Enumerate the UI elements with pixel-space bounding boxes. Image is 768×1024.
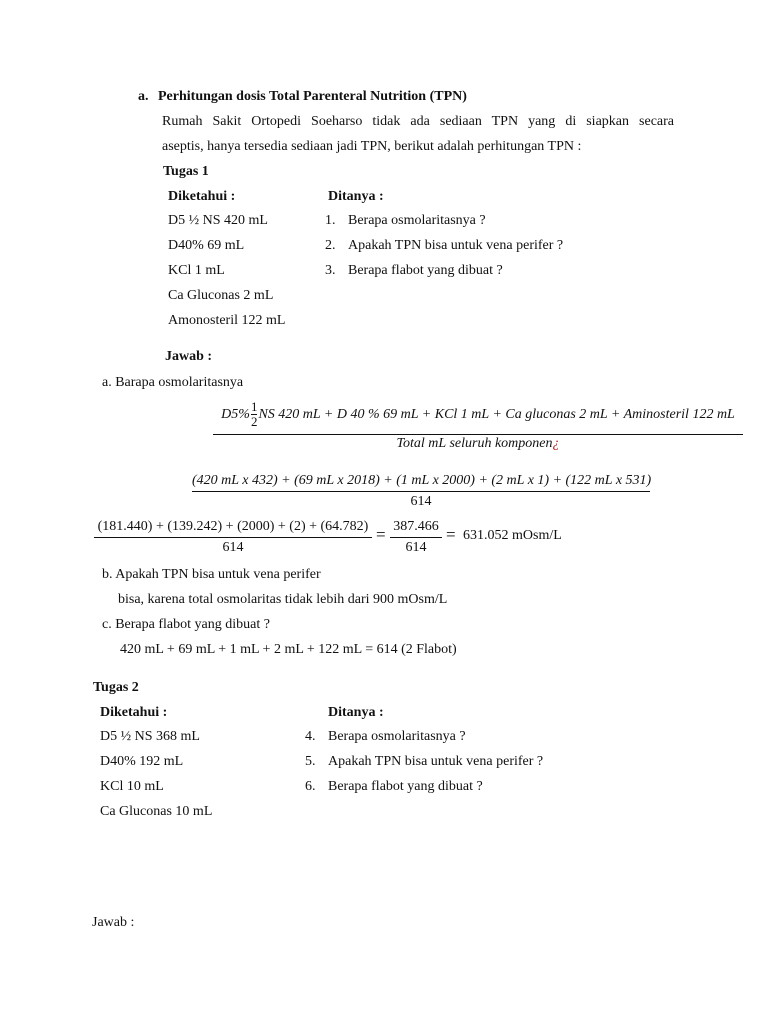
tugas-2-question: Apakah TPN bisa untuk vena perifer ? [328, 754, 544, 769]
step2-mid-denominator: 614 [405, 540, 427, 555]
answer-a-label: a. Barapa osmolaritasnya [102, 375, 244, 390]
tugas-2-known-item: D5 ½ NS 368 mL [100, 729, 200, 744]
step2-equals: = [446, 525, 456, 544]
tugas-1-question-num: 1. [325, 213, 336, 228]
tugas-2-question-num: 6. [305, 779, 316, 794]
tugas-1-diketahui-label: Diketahui : [168, 189, 236, 204]
formula-rest: NS 420 mL + D 40 % 69 mL + KCl 1 mL + Ca gluconas 2 mL + Aminosteril 122 mL [258, 407, 735, 422]
tugas-1-question: Berapa osmolaritasnya ? [348, 213, 486, 228]
tugas-2-title: Tugas 2 [93, 680, 139, 695]
step2-numerator: (181.440) + (139.242) + (2000) + (2) + (64.782) [97, 519, 369, 534]
tugas-1-known-item: D5 ½ NS 420 mL [168, 213, 268, 228]
tugas-1-known-item: Amonosteril 122 mL [168, 313, 286, 328]
section-heading: Perhitungan dosis Total Parenteral Nutrition (TPN) [158, 89, 467, 104]
formula-denominator-text: Total mL seluruh komponen [396, 436, 553, 451]
tugas-2-known-item: D40% 192 mL [100, 754, 184, 769]
answer-c-label: c. Berapa flabot yang dibuat ? [102, 617, 270, 632]
tugas-1-question-num: 3. [325, 263, 336, 278]
tugas-1-known-item: KCl 1 mL [168, 263, 225, 278]
answer-b-label: b. Apakah TPN bisa untuk vena perifer [102, 567, 321, 582]
answer-b-text: bisa, karena total osmolaritas tidak lebih dari 900 mOsm/L [118, 592, 448, 607]
tugas-2-question-num: 4. [305, 729, 316, 744]
answer-c-text: 420 mL + 69 mL + 1 mL + 2 mL + 122 mL = 614 (2 Flabot) [120, 642, 457, 657]
osmolarity-result: 631.052 mOsm/L [463, 528, 562, 543]
tugas-1-ditanya-label: Ditanya : [328, 189, 384, 204]
tugas-1-question: Apakah TPN bisa untuk vena perifer ? [348, 238, 564, 253]
tugas-2-question: Berapa flabot yang dibuat ? [328, 779, 483, 794]
step1-denominator: 614 [410, 494, 432, 509]
step2-mid-numerator: 387.466 [393, 519, 439, 534]
tugas-1-jawab-label: Jawab : [165, 349, 213, 364]
step2-fraction-bar [94, 537, 372, 538]
tugas-2-ditanya-label: Ditanya : [328, 705, 384, 720]
tugas-1-known-item: D40% 69 mL [168, 238, 245, 253]
tugas-2-known-item: KCl 10 mL [100, 779, 164, 794]
step2-equals: = [376, 525, 386, 544]
formula-numerator [213, 400, 743, 430]
intro-line-2: aseptis, hanya tersedia sediaan jadi TPN, berikut adalah perhitungan TPN : [162, 139, 582, 154]
formula-artifact: ¿ [552, 436, 560, 451]
tugas-1-title: Tugas 1 [163, 164, 209, 179]
tugas-1-known-item: Ca Gluconas 2 mL [168, 288, 274, 303]
tugas-2-known-item: Ca Gluconas 10 mL [100, 804, 213, 819]
intro-line-1: Rumah Sakit Ortopedi Soeharso tidak ada sediaan TPN yang di siapkan secara [162, 114, 674, 129]
tugas-1-question-num: 2. [325, 238, 336, 253]
formula-prefix: D5% [221, 407, 250, 422]
step2-mid-fraction-bar [390, 537, 442, 538]
step1-numerator: (420 mL x 432) + (69 mL x 2018) + (1 mL x 2000) + (2 mL x 1) + (122 mL x 531) [192, 473, 652, 488]
half-denominator: 2 [250, 414, 258, 430]
step1-fraction-bar [192, 491, 650, 492]
section-marker: a. [138, 89, 149, 104]
tugas-2-diketahui-label: Diketahui : [100, 705, 168, 720]
tugas-2-jawab-label: Jawab : [92, 915, 135, 930]
tugas-2-question-num: 5. [305, 754, 316, 769]
formula-denominator [213, 435, 743, 453]
half-numerator: 1 [250, 399, 258, 415]
half-fraction [251, 401, 258, 428]
tugas-1-question: Berapa flabot yang dibuat ? [348, 263, 503, 278]
tugas-2-question: Berapa osmolaritasnya ? [328, 729, 466, 744]
step2-denominator: 614 [222, 540, 244, 555]
